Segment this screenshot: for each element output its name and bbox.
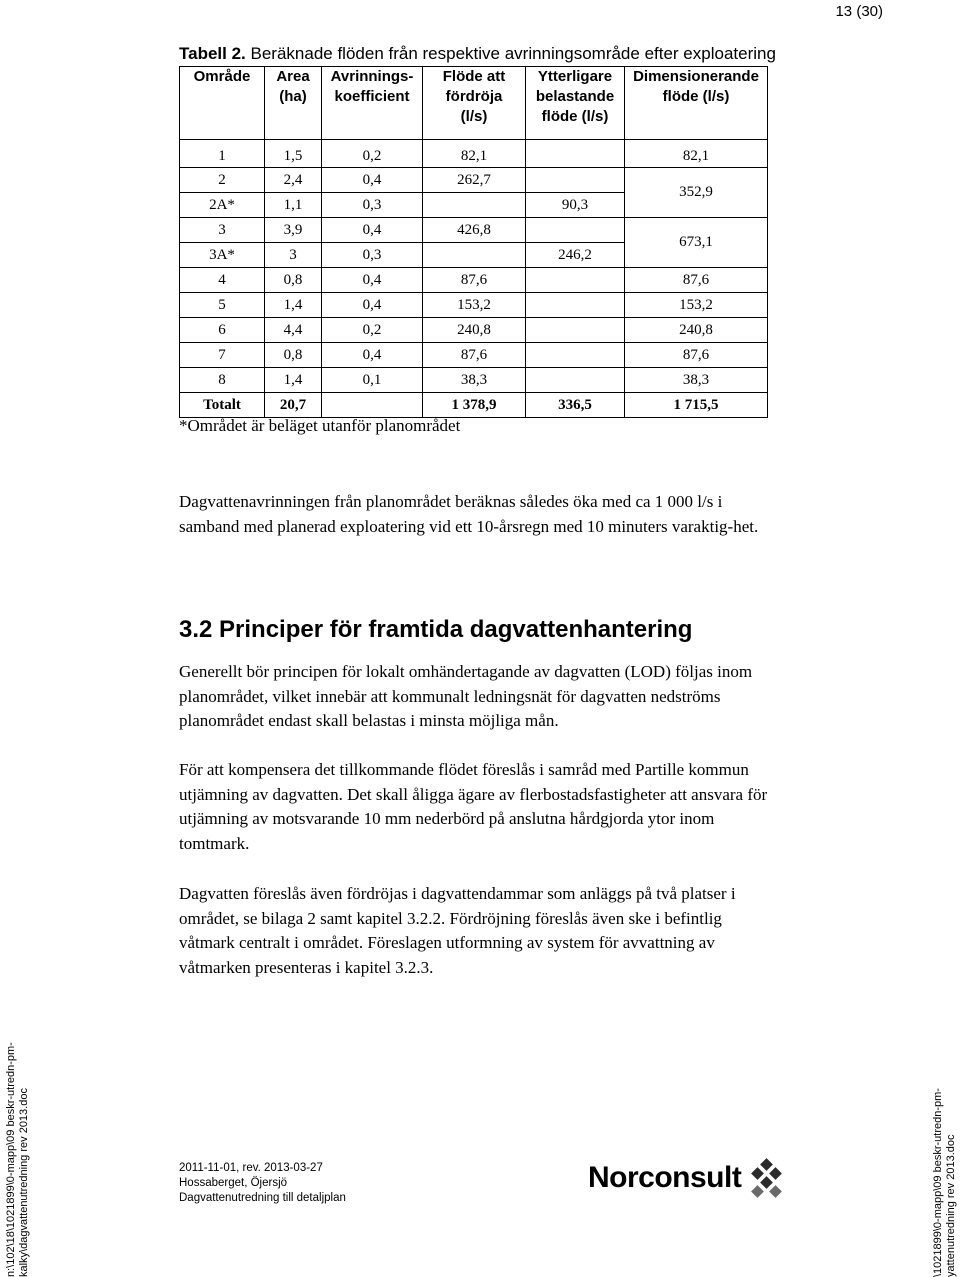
cell-extra [526, 218, 625, 243]
cell-coef: 0,2 [322, 318, 423, 343]
cell-area: 3,9 [265, 218, 322, 243]
cell-dim: 38,3 [625, 368, 768, 393]
cell-extra: 336,5 [526, 393, 625, 418]
cell-coef: 0,2 [322, 140, 423, 168]
table-row [180, 268, 768, 293]
cell-area-id: 2A* [180, 193, 265, 218]
cell-dim: 87,6 [625, 343, 768, 368]
table-footnote: *Området är beläget utanför planområdet [179, 416, 461, 435]
cell-area: 20,7 [265, 393, 322, 418]
header-dimensionerande-flode: Dimensionerande flöde (l/s) [625, 67, 768, 140]
cell-area: 4,4 [265, 318, 322, 343]
footer-document-title: Dagvattenutredning till detaljplan [179, 1192, 346, 1204]
cell-area: 1,1 [265, 193, 322, 218]
table-caption-label: Tabell 2. [179, 44, 246, 63]
cell-coef: 0,4 [322, 293, 423, 318]
cell-dim: 352,9 [625, 168, 768, 218]
table-caption-text: Beräknade flöden från respektive avrinningsområde efter exploatering [250, 44, 776, 63]
cell-delay [423, 193, 526, 218]
flow-table [179, 66, 768, 418]
cell-extra [526, 140, 625, 168]
cell-coef: 0,3 [322, 193, 423, 218]
cell-coef: 0,4 [322, 218, 423, 243]
table-row [180, 293, 768, 318]
cell-delay: 87,6 [423, 343, 526, 368]
cell-extra [526, 343, 625, 368]
table-row [180, 318, 768, 343]
header-flode-att-fordroja: Flöde att fördröja (l/s) [423, 67, 526, 140]
cell-area-id: 3 [180, 218, 265, 243]
table-caption [179, 44, 776, 64]
cell-area: 0,8 [265, 343, 322, 368]
cell-area-id: 2 [180, 168, 265, 193]
cell-coef [322, 393, 423, 418]
cell-coef: 0,4 [322, 343, 423, 368]
cell-delay: 426,8 [423, 218, 526, 243]
section-heading: 3.2 Principer för framtida dagvattenhantering [179, 616, 693, 643]
cell-delay: 38,3 [423, 368, 526, 393]
cell-coef: 0,1 [322, 368, 423, 393]
page-number: 13 (30) [835, 3, 883, 20]
cell-extra [526, 318, 625, 343]
cell-area: 1,5 [265, 140, 322, 168]
cell-area-id: Totalt [180, 393, 265, 418]
header-avrinningskoefficient: Avrinnings- koefficient [322, 67, 423, 140]
cell-extra [526, 168, 625, 193]
cell-area-id: 6 [180, 318, 265, 343]
cell-delay: 262,7 [423, 168, 526, 193]
cell-dim: 240,8 [625, 318, 768, 343]
header-omrade: Område [180, 67, 265, 140]
cell-area: 1,4 [265, 293, 322, 318]
cell-extra [526, 268, 625, 293]
body-paragraph: För att kompensera det tillkommande flödet föreslås i samråd med Partille kommun utjämning av dagvatten. Det skall åligga ägare av flerbostadsfastigheter att ansvara för utjämning av motsvarande 10 mm nederbörd på anslutna hårdgjorda ytor inom tomtmark. [179, 760, 768, 853]
cell-delay: 87,6 [423, 268, 526, 293]
cell-area-id: 4 [180, 268, 265, 293]
cell-delay: 153,2 [423, 293, 526, 318]
cell-coef: 0,3 [322, 243, 423, 268]
footer-date: 2011-11-01, rev. 2013-03-27 [179, 1162, 323, 1174]
table-row [180, 218, 768, 243]
table-row [180, 343, 768, 368]
table-row [180, 168, 768, 193]
body-paragraph: Dagvatten föreslås även fördröjas i dagvattendammar som anläggs på två platser i området, se bilaga 2 samt kapitel 3.2.2. Fördröjning föreslås även ske i befintlig våtmark centralt i området. Föreslagen utformning av system för avvattning av våtmarken presenteras i kapitel 3.2.3. [179, 884, 736, 977]
cell-coef: 0,4 [322, 268, 423, 293]
logo-wordmark: Norconsult [588, 1161, 742, 1194]
body-paragraph: Dagvattenavrinningen från planområdet beräknas således öka med ca 1 000 l/s i samband med planerad exploatering vid ett 10-årsregn med 10 minuters varaktig-het. [179, 492, 759, 536]
norconsult-logo [588, 1158, 789, 1198]
cell-area: 2,4 [265, 168, 322, 193]
header-ytterligare-belastande-flode: Ytterligare belastande flöde (l/s) [526, 67, 625, 140]
footer-project: Hossaberget, Öjersjö [179, 1177, 288, 1189]
cell-delay: 240,8 [423, 318, 526, 343]
cell-area: 1,4 [265, 368, 322, 393]
cell-extra [526, 293, 625, 318]
table-row [180, 368, 768, 393]
cell-area-id: 1 [180, 140, 265, 168]
cell-area-id: 5 [180, 293, 265, 318]
cell-area-id: 3A* [180, 243, 265, 268]
cell-area-id: 7 [180, 343, 265, 368]
diamond-pattern-icon [745, 1158, 789, 1198]
cell-dim: 82,1 [625, 140, 768, 168]
cell-dim: 673,1 [625, 218, 768, 268]
cell-extra: 246,2 [526, 243, 625, 268]
header-area: Area (ha) [265, 67, 322, 140]
cell-extra: 90,3 [526, 193, 625, 218]
cell-delay [423, 243, 526, 268]
cell-delay: 82,1 [423, 140, 526, 168]
cell-dim: 1 715,5 [625, 393, 768, 418]
table-header-row [180, 67, 768, 140]
body-paragraph: Generellt bör principen för lokalt omhändertagande av dagvatten (LOD) följas inom planområdet, vilket innebär att kommunalt ledningsnät för dagvatten nedströms planområdet endast skall belastas i minsta möjliga mån. [179, 662, 753, 730]
cell-delay: 1 378,9 [423, 393, 526, 418]
cell-dim: 87,6 [625, 268, 768, 293]
cell-area: 0,8 [265, 268, 322, 293]
left-file-path: n:\102\18\1021899\0-mapp\09 beskr-utredn-pm- kalky\dagvattenutredning rev 2013.doc [5, 1042, 30, 1277]
table-row [180, 140, 768, 168]
cell-area-id: 8 [180, 368, 265, 393]
cell-coef: 0,4 [322, 168, 423, 193]
table-total-row [180, 393, 768, 418]
right-file-path: \1021899\0-mapp\09 beskr-utredn-pm- yattenutredning rev 2013.doc [932, 1088, 957, 1277]
cell-area: 3 [265, 243, 322, 268]
cell-extra [526, 368, 625, 393]
cell-dim: 153,2 [625, 293, 768, 318]
